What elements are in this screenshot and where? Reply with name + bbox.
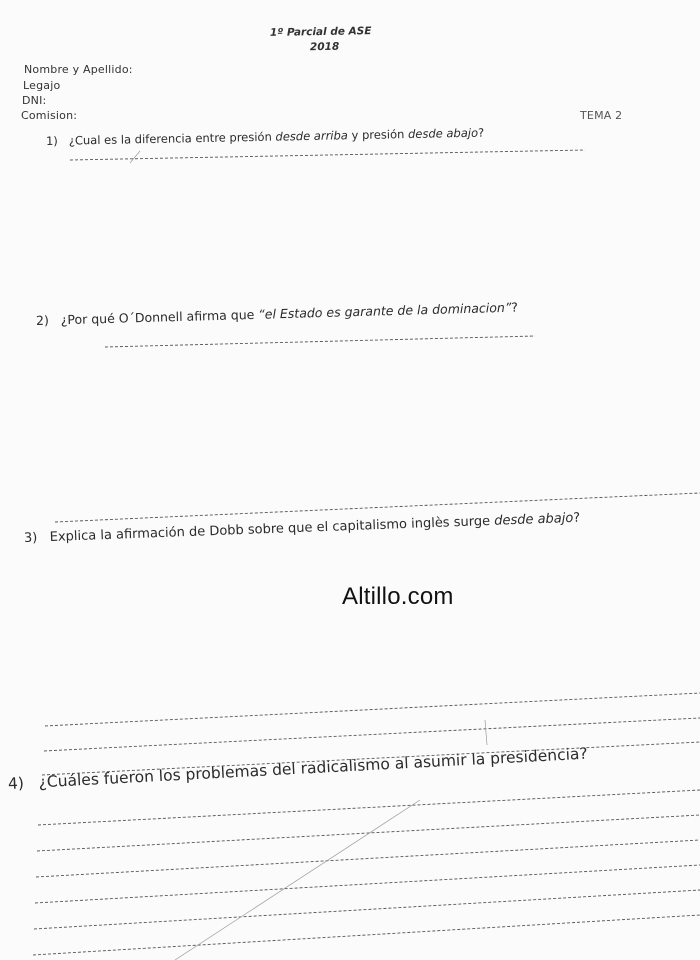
answer-line (105, 336, 535, 347)
stray-mark (485, 720, 487, 745)
answer-line (33, 915, 700, 955)
dni-field-label: DNI: (22, 94, 47, 107)
question-text: y presión (347, 127, 409, 143)
answer-line (36, 840, 700, 877)
answer-line (34, 890, 700, 929)
answer-line (45, 693, 700, 726)
name-field-label: Nombre y Apellido: (24, 63, 133, 76)
exam-year: 2018 (309, 40, 340, 54)
question-text: ¿Por qué O´Donnell afirma que (60, 306, 259, 328)
question-text: ? (511, 299, 519, 315)
question-emphasis: desde arriba (275, 128, 349, 144)
question-number: 3) (23, 530, 38, 546)
question-emphasis: desde abajo (493, 510, 574, 529)
question-text: ? (477, 125, 485, 140)
tema-label: TEMA 2 (580, 109, 623, 122)
legajo-field-label: Legajo (23, 79, 61, 92)
stray-mark (175, 800, 420, 960)
comision-field-label: Comision: (21, 109, 78, 122)
question-text: ¿Cuáles fueron los problemas del radicalismo al asumir la presidencia? (38, 744, 589, 792)
question-emphasis: “el Estado es garante de la dominacion” (258, 299, 512, 322)
watermark-text: Altillo.com (342, 583, 454, 610)
question-emphasis: desde abajo (407, 125, 479, 142)
answer-line (70, 150, 585, 160)
question-number: 1) (45, 133, 58, 148)
question-number: 4) (7, 774, 25, 793)
question-text: Explica la afirmación de Dobb sobre que el capitalismo inglès surge (49, 513, 495, 546)
exam-title: 1º Parcial de ASE (269, 25, 372, 39)
stray-mark (130, 151, 140, 163)
answer-line (42, 742, 700, 775)
answer-line (35, 865, 700, 903)
answer-line (38, 790, 700, 825)
answer-line (44, 718, 700, 751)
question-text: ? (573, 510, 581, 526)
question-text: ¿Cual es la diferencia entre presión (68, 129, 276, 148)
answer-line (55, 493, 700, 522)
question-number: 2) (35, 312, 50, 328)
